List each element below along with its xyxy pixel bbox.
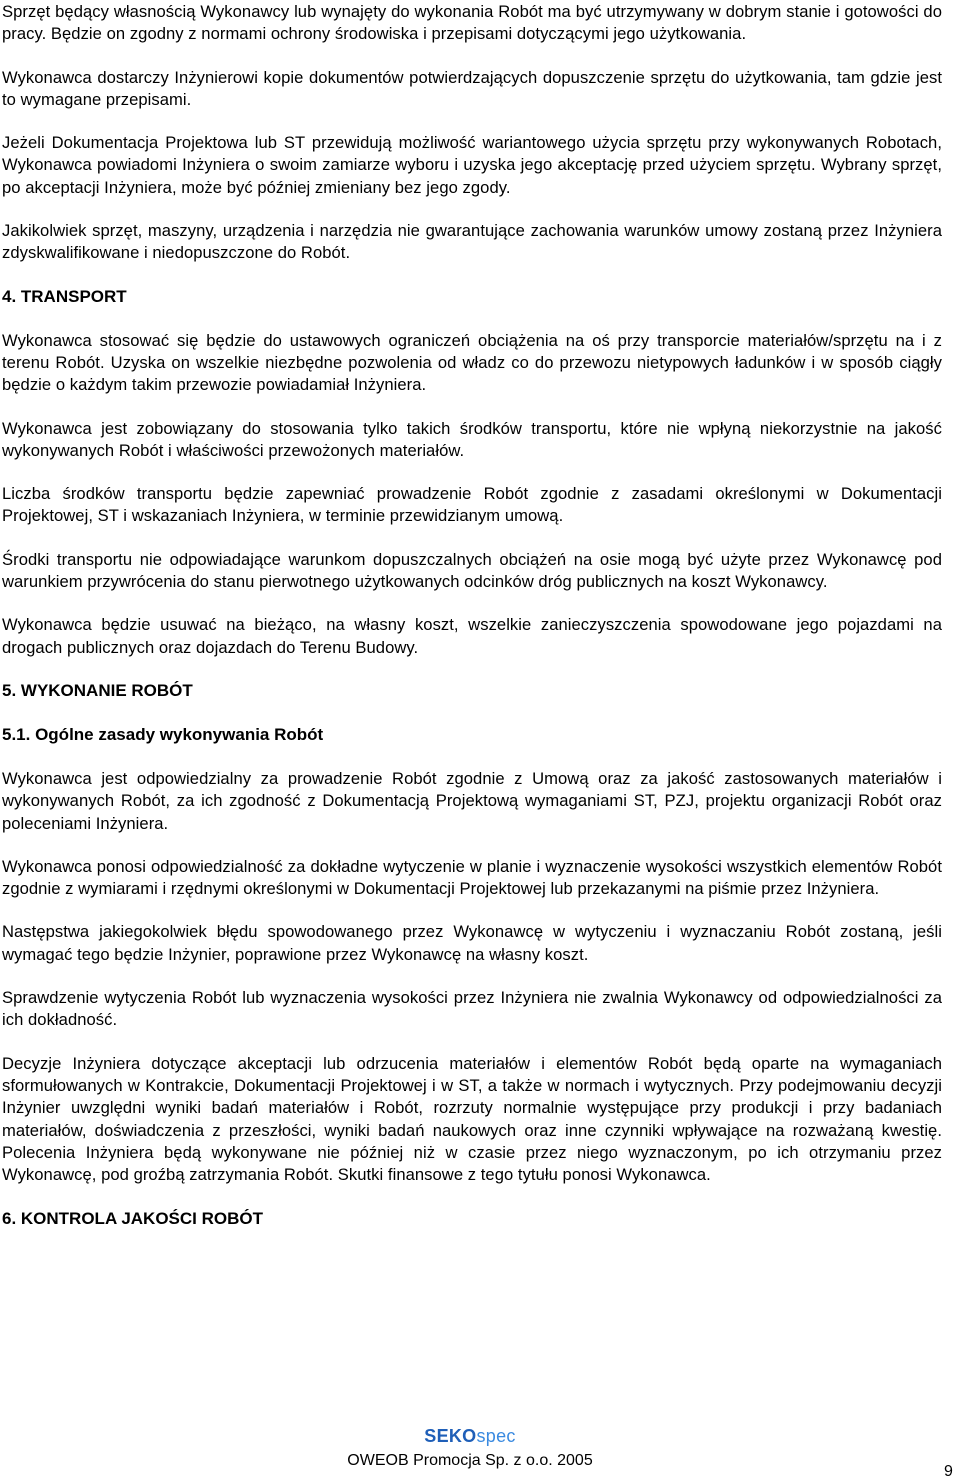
paragraph-setting-out: Wykonawca ponosi odpowiedzialność za dokładne wytyczenie w planie i wyznaczenie wysokości wszystkich elementów Robót zgodnie z wymiarami i rzędnymi określonymi w Dokumentacji Projektowej lub przekazanymi na piśmie przez Inżyniera. bbox=[2, 856, 942, 899]
subsection-heading-general-rules: 5.1. Ogólne zasady wykonywania Robót bbox=[2, 724, 324, 744]
paragraph-axle-load-limits: Wykonawca stosować się będzie do ustawowych ograniczeń obciążenia na oś przy transporcie materiałów/sprzętu na i z terenu Robót. Uzyska on wszelkie niezbędne pozwolenia od władz co do przewozu nietypowych ładunków i w sposób ciągły będzie o każdym takim przewozie powiadamiał Inżyniera. bbox=[2, 330, 942, 395]
paragraph-engineer-decisions: Decyzje Inżyniera dotyczące akceptacji lub odrzucenia materiałów i elementów Robót będą oparte na wymaganiach sformułowanych w Kontrakcie, Dokumentacji Projektowej i w ST, a także w normach i wytycznych. Przy podejmowaniu decyzji Inżynier uwzględni wyniki badań materiałów i Robót, rozrzuty normalnie występujące przy produkcji i przy badaniach materiałów, doświadczenia z przeszłości, wyniki badań naukowych oraz inne czynniki wpływające na rozważaną kwestię. Polecenia Inżyniera będą wykonywane nie później niż w czasie przez niego wyznaczonym, po ich otrzymaniu przez Wykonawcę, pod groźbą zatrzymania Robót. Skutki finansowe z tego tytułu ponosi Wykonawca. bbox=[2, 1053, 942, 1185]
page-footer bbox=[300, 1426, 640, 1472]
footer-company: OWEOB Promocja Sp. z o.o. 2005 bbox=[347, 1452, 593, 1469]
paragraph-transport-loads: Środki transportu nie odpowiadające warunkom dopuszczalnych obciążeń na osie mogą być użyte przez Wykonawcę pod warunkiem przywrócenia do stanu pierwotnego użytkowanych odcinków dróg publicznych na koszt Wykonawcy. bbox=[2, 549, 942, 592]
logo-thin-part: spec bbox=[476, 1426, 516, 1446]
section-heading-transport: 4. TRANSPORT bbox=[2, 286, 127, 306]
paragraph-equipment-disqualification: Jakikolwiek sprzęt, maszyny, urządzenia i narzędzia nie gwarantujące zachowania warunków umowy zostaną przez Inżyniera zdyskwalifikowane i niedopuszczone do Robót. bbox=[2, 221, 942, 263]
section-heading-quality-control: 6. KONTROLA JAKOŚCI ROBÓT bbox=[2, 1209, 263, 1229]
paragraph-transport-means: Wykonawca jest zobowiązany do stosowania tylko takich środków transportu, które nie wpłyną niekorzystnie na jakość wykonywanych Robót i właściwości przewożonych materiałów. bbox=[2, 418, 942, 460]
page-content bbox=[2, 0, 942, 1230]
paragraph-equipment-variants: Jeżeli Dokumentacja Projektowa lub ST przewidują możliwość wariantowego użycia sprzętu przy wykonywanych Robotach, Wykonawca powiadomi Inżyniera o swoim zamiarze wyboru i uzyska jego akceptację przed użyciem sprzętu. Wybrany sprzęt, po akceptacji Inżyniera, może być później zmieniany bez jego zgody. bbox=[2, 133, 942, 197]
paragraph-setting-errors: Następstwa jakiegokolwiek błędu spowodowanego przez Wykonawcę w wytyczeniu i wyznaczaniu Robót zostaną, jeśli wymagać tego będzie Inżynier, poprawione przez Wykonawcę na własny koszt. bbox=[2, 922, 942, 964]
paragraph-transport-count: Liczba środków transportu będzie zapewniać prowadzenie Robót zgodnie z zasadami określonymi w Dokumentacji Projektowej, ST i wskazaniach Inżyniera, w terminie przewidzianym umową. bbox=[2, 484, 942, 526]
logo-bold-part: SEKO bbox=[424, 1426, 477, 1446]
paragraph-equipment-documents: Wykonawca dostarczy Inżynierowi kopie dokumentów potwierdzających dopuszczenie sprzętu do użytkowania, tam gdzie jest to wymagane przepisami. bbox=[2, 67, 942, 109]
paragraph-contractor-responsibility: Wykonawca jest odpowiedzialny za prowadzenie Robót zgodnie z Umową oraz za jakość zastosowanych materiałów i wykonywanych Robót, za ich zgodność z Dokumentacją Projektową wymaganiami ST, PZJ, projektu organizacji Robót oraz poleceniami Inżyniera. bbox=[2, 768, 942, 833]
sekospec-logo bbox=[300, 1426, 640, 1446]
paragraph-road-cleaning: Wykonawca będzie usuwać na bieżąco, na własny koszt, wszelkie zanieczyszczenia spowodowane jego pojazdami na drogach publicznych oraz dojazdach do Terenu Budowy. bbox=[2, 615, 942, 657]
section-heading-works-execution: 5. WYKONANIE ROBÓT bbox=[2, 680, 193, 700]
page-number: 9 bbox=[944, 1463, 953, 1480]
paragraph-equipment-condition: Sprzęt będący własnością Wykonawcy lub wynajęty do wykonania Robót ma być utrzymywany w dobrym stanie i gotowości do pracy. Będzie on zgodny z normami ochrony środowiska i przepisami dotyczącymi jego użytkowania. bbox=[2, 2, 942, 44]
paragraph-verification: Sprawdzenie wytyczenia Robót lub wyznaczenia wysokości przez Inżyniera nie zwalnia Wykonawcy od odpowiedzialności za ich dokładność. bbox=[2, 988, 942, 1030]
